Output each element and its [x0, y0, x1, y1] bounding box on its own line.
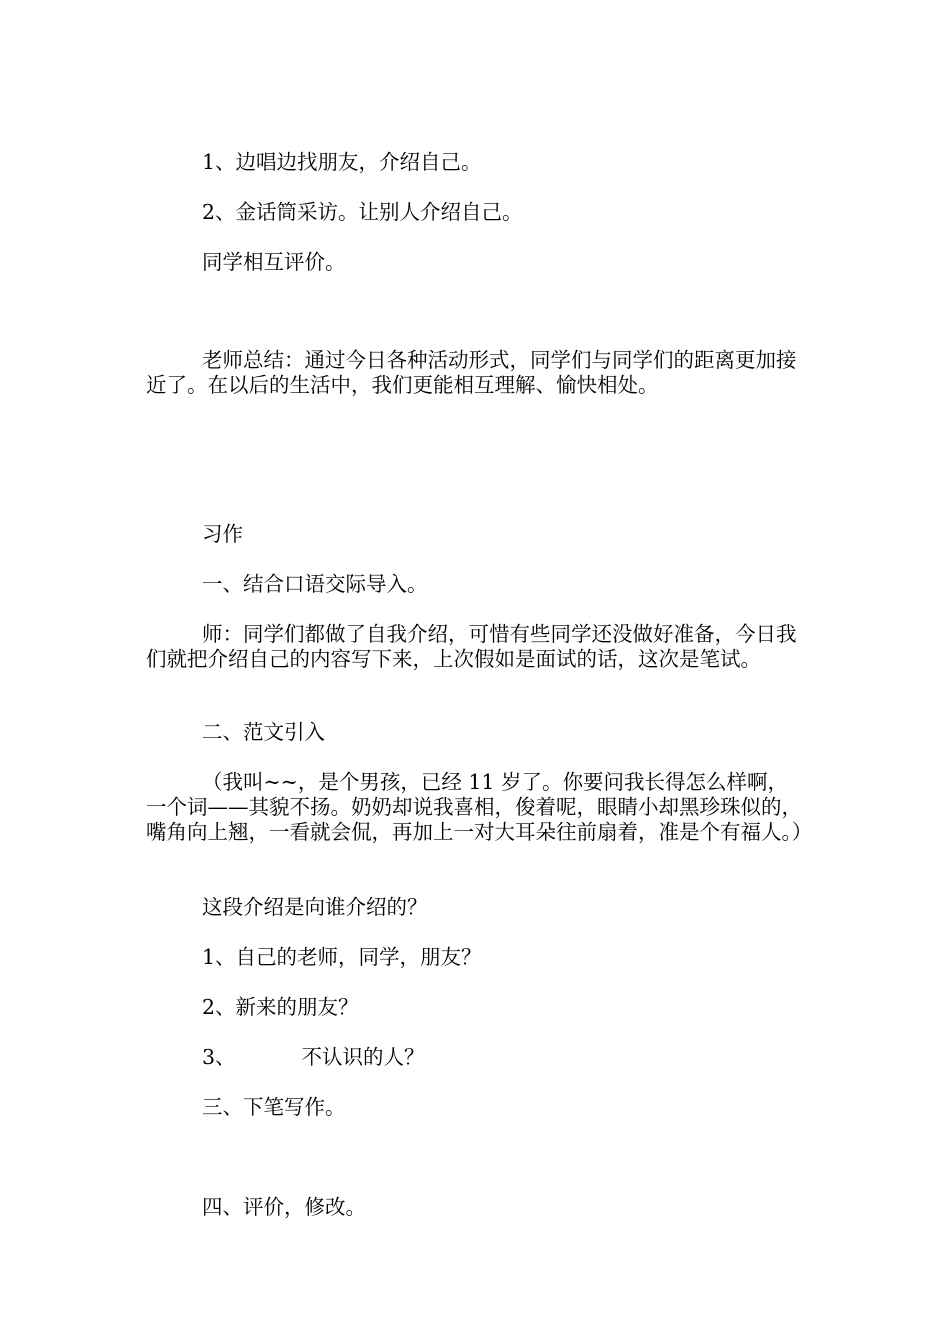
section-heading-writing: 习作	[202, 522, 243, 546]
paragraph-question: 这段介绍是向谁介绍的？	[202, 895, 428, 919]
paragraph-sample-text: （我叫~~，是个男孩，已经 11 岁了。你要问我长得怎么样啊，一个词——其貌不扬。奶奶却说我喜相，俊着呢，眼睛小却黑珍珠似的，嘴角向上翘，一看就会侃，再加上一对大耳朵往前扇着，准是个有福人。）	[146, 770, 813, 844]
list-item-1: 1、自己的老师，同学，朋友？	[202, 945, 482, 969]
paragraph-teacher-summary: 老师总结：通过今日各种活动形式，同学们与同学们的距离更加接近了。在以后的生活中，我们更能相互理解、愉快相处。	[146, 348, 797, 397]
paragraph-part-3: 三、下笔写作。	[202, 1095, 346, 1119]
paragraph-step-1: 1、边唱边找朋友，介绍自己。	[202, 150, 482, 174]
paragraph-part-1: 一、结合口语交际导入。	[202, 572, 428, 596]
paragraph-peer-review: 同学相互评价。	[202, 250, 346, 274]
paragraph-teacher-intro: 师：同学们都做了自我介绍，可惜有些同学还没做好准备，今日我们就把介绍自己的内容写下来，上次假如是面试的话，这次是笔试。	[146, 622, 797, 671]
paragraph-part-2: 二、范文引入	[202, 720, 325, 744]
paragraph-step-2: 2、金话筒采访。让别人介绍自己。	[202, 200, 523, 224]
paragraph-part-4: 四、评价，修改。	[202, 1195, 366, 1219]
list-item-2: 2、新来的朋友？	[202, 995, 359, 1019]
list-item-3-text: 不认识的人？	[301, 1045, 425, 1069]
list-item-3-number: 3、	[202, 1045, 236, 1069]
list-item-3	[146, 1045, 808, 1070]
